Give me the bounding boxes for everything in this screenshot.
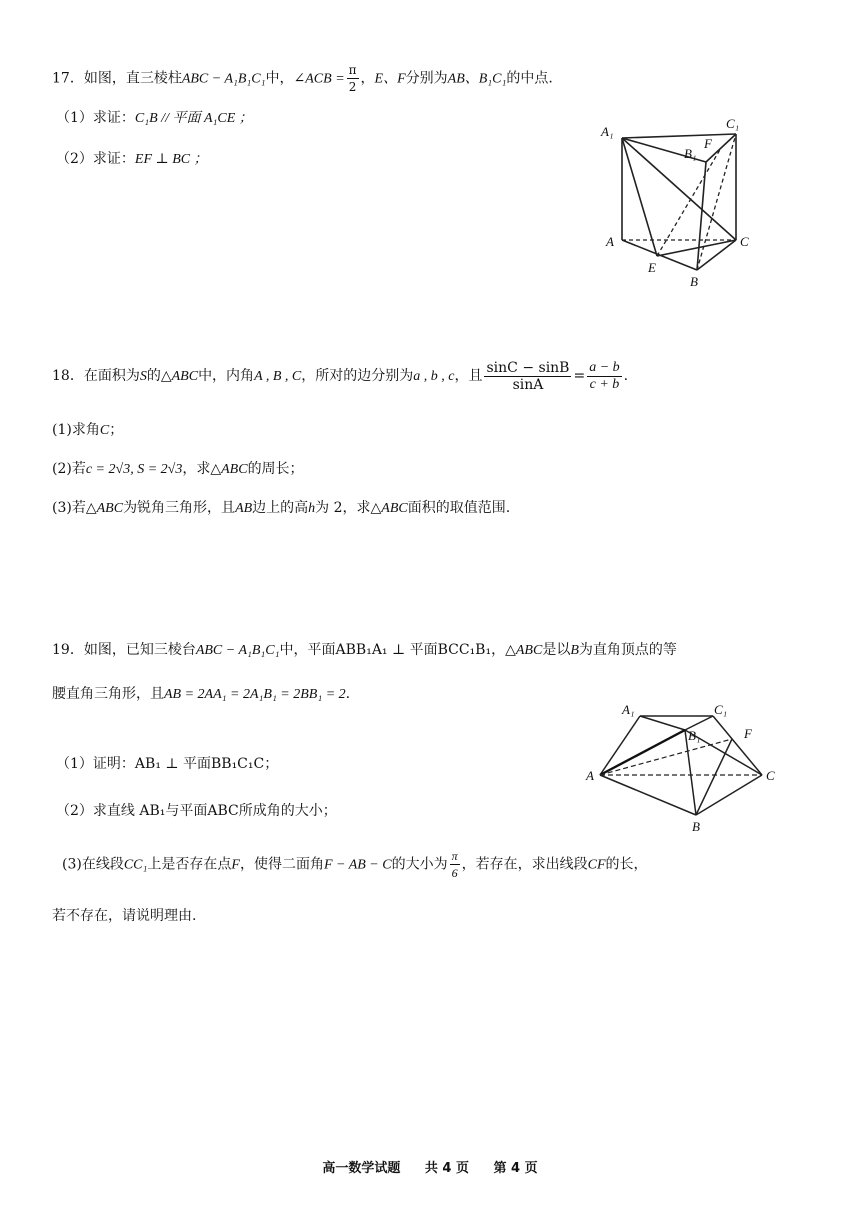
- q18-part3-text: 为 2，求△: [315, 500, 382, 516]
- footer-page-number: 第 4 页: [493, 1161, 538, 1176]
- q18-stem: [52, 358, 628, 395]
- q18-part2-expr: c = 2√3, S = 2√3: [85, 462, 183, 477]
- q17-text: ，: [360, 70, 375, 87]
- q17-label-b: B: [690, 274, 698, 289]
- q17-label-f: F: [704, 136, 712, 151]
- q19-part3-text: (3)在线段: [62, 856, 124, 873]
- q19-text: 为直角顶点的等: [578, 642, 677, 658]
- q17-label-a1: A₁: [601, 124, 614, 139]
- q19-stem-line2: [52, 684, 350, 705]
- q17-ef: E、F: [374, 71, 406, 87]
- q17-part2: [56, 149, 208, 170]
- q19-part2-text: （2）求直线 AB₁与平面ABC所成角的大小；: [56, 803, 337, 819]
- q19-label-a1: A₁: [622, 702, 635, 717]
- q17-part2-expr: EF ⊥ BC ；: [134, 152, 208, 167]
- q17-angle: ∠ACB =: [293, 71, 345, 87]
- q19-label-a: A: [586, 768, 594, 783]
- q19-frustum: ABC − A₁B₁C₁: [195, 643, 280, 658]
- q17-text: 如图，直三棱柱: [83, 70, 182, 87]
- q18-abc: ABC: [171, 369, 199, 384]
- q18-part3: [52, 498, 510, 519]
- q19-label-c1: C₁: [714, 702, 728, 717]
- q18-text: 的△: [146, 368, 172, 384]
- q19-label-c: C: [766, 768, 775, 783]
- q19-label-b: B: [692, 819, 700, 834]
- q19-abc: ABC: [515, 643, 543, 658]
- q19-part3-f: F: [231, 857, 240, 873]
- q19-part3-cf: CF: [587, 857, 606, 873]
- q19-part3-dihedral: F − AB − C: [323, 857, 392, 873]
- q17-text: 的中点.: [506, 70, 553, 87]
- q19-part3-text: ，若存在，求出线段: [461, 856, 588, 873]
- q18-part3-text: 为锐角三角形，且: [123, 500, 236, 516]
- q18-part3-text: 面积的取值范围.: [407, 500, 511, 516]
- q17-label-a: A: [606, 234, 614, 249]
- q17-stem: [52, 62, 553, 95]
- q18-part1-text: (1)求角: [52, 422, 100, 438]
- footer-total-pages: 共 4 页: [424, 1161, 469, 1176]
- q19-part3-text: 的大小为: [391, 856, 448, 873]
- q19-text: 中，: [279, 642, 308, 658]
- footer-title: 高一数学试题: [322, 1161, 401, 1176]
- q18-equals: =: [573, 368, 586, 384]
- q19-text: ，△: [491, 642, 516, 658]
- q18-part2-text: 的周长；: [247, 461, 304, 477]
- q17-label-e: E: [648, 260, 656, 275]
- q18-part3-abc: ABC: [381, 501, 408, 516]
- q18-text: .: [623, 368, 629, 384]
- q18-part1: [52, 420, 123, 441]
- q17-prism: ABC − A₁B₁C₁: [181, 71, 266, 87]
- q19-stem-line1: [52, 640, 677, 661]
- q18-part2-abc: ABC: [221, 462, 248, 477]
- q19-part3-text: ，使得二面角: [239, 856, 324, 873]
- q18-part3-h: h: [308, 501, 316, 516]
- q18-part2-text: (2)若: [52, 461, 86, 477]
- q18-fraction-right: $\frac{a - b}{c + b}$: [589, 359, 620, 392]
- q19-label-b1: B₁: [688, 728, 701, 743]
- q18-part1-text: ；: [109, 422, 124, 438]
- q19-part3-line2: [52, 906, 196, 926]
- q19-number: 19．: [52, 642, 84, 658]
- q18-text: ，且: [454, 368, 483, 384]
- q18-text: ，所对的边分别为: [301, 368, 414, 384]
- q17-number: 17．: [52, 70, 84, 87]
- q19-text: 如图，已知三棱台: [83, 642, 196, 658]
- q17-pi-over-2: $\frac{\pi}{2}$: [348, 63, 357, 94]
- q18-angles: A , B , C: [254, 369, 302, 384]
- q18-number: 18．: [52, 368, 84, 384]
- q19-b: B: [570, 643, 579, 658]
- q19-pi-over-6: $\frac{\pi}{6}$: [451, 849, 458, 880]
- q18-text: 在面积为: [83, 368, 140, 384]
- q18-text: 中，内角: [198, 368, 255, 384]
- q17-label-c1: C₁: [726, 116, 740, 131]
- q18-part3-ab: AB: [235, 501, 253, 516]
- q19-part1-expr: AB₁ ⊥ 平面BB₁C₁C；: [134, 756, 279, 772]
- q19-plane-relation: 平面ABB₁A₁ ⊥ 平面BCC₁B₁: [307, 642, 492, 658]
- q19-label-f: F: [744, 726, 752, 741]
- q19-text: .: [345, 686, 351, 702]
- q18-sides: a , b , c: [413, 369, 455, 384]
- q19-length-relation: AB = 2AA₁ = 2A₁B₁ = 2BB₁ = 2: [164, 687, 346, 702]
- q19-part2: [56, 801, 337, 821]
- q19-text: 是以: [542, 642, 571, 658]
- q18-s: S: [139, 369, 147, 384]
- q19-text: 腰直角三角形，且: [52, 686, 164, 702]
- q19-part3-text: 的长，: [605, 856, 648, 873]
- q19-part3-line1: [62, 848, 648, 882]
- q17-part1-label: （1）求证：: [56, 110, 135, 126]
- page-footer: [0, 1157, 860, 1176]
- q18-fraction-left: $\frac{\sin C - \sin B}{\sin A}$: [486, 359, 570, 393]
- q17-label-b1: B₁: [684, 146, 697, 161]
- q18-part2: [52, 459, 304, 480]
- q19-part3-text: 若不存在，请说明理由.: [52, 908, 197, 924]
- q17-part1-expr: C₁B // 平面 A₁CE ；: [134, 111, 253, 126]
- q18-part3-text: 边上的高: [252, 500, 309, 516]
- q19-part1: [56, 754, 278, 774]
- q19-part1-label: （1）证明：: [56, 756, 135, 772]
- q17-text: 中，: [265, 70, 294, 87]
- q18-part3-text: (3)若△: [52, 500, 97, 516]
- q18-part2-text: ，求△: [182, 461, 222, 477]
- q18-part3-abc: ABC: [96, 501, 124, 516]
- q17-ab: AB、: [447, 71, 479, 87]
- q17-part1: [56, 108, 253, 129]
- q18-part1-var: C: [99, 423, 110, 438]
- q17-b1c1: B₁C₁: [478, 71, 507, 87]
- q17-text: 分别为: [405, 70, 448, 87]
- q17-part2-label: （2）求证：: [56, 151, 135, 167]
- q19-part3-cc1: CC₁: [123, 857, 148, 873]
- q17-label-c: C: [740, 234, 749, 249]
- q19-part3-text: 上是否存在点: [147, 856, 232, 873]
